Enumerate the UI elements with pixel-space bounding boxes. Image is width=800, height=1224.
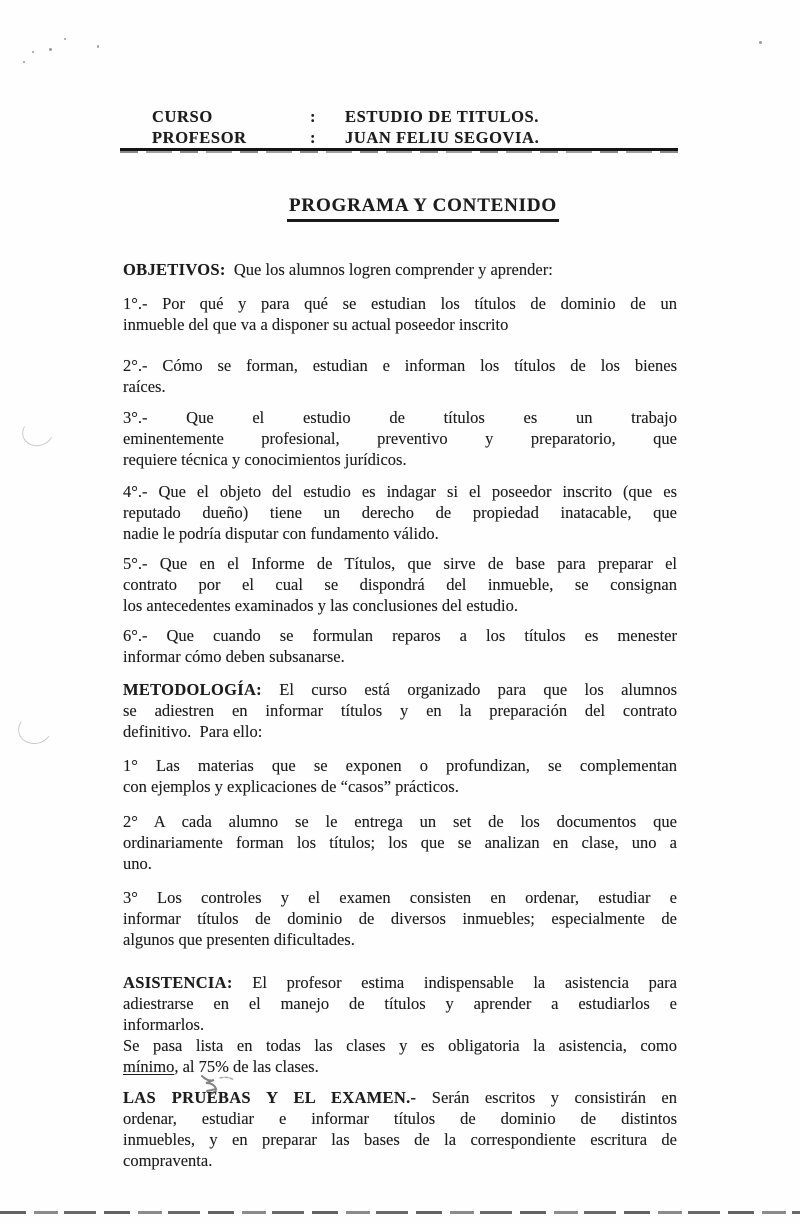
text-line	[123, 811, 677, 832]
text-span: con ejemplos y explicaciones de “casos” prácticos.	[123, 777, 459, 796]
text-span: informarlos.	[123, 1015, 205, 1034]
paragraph	[123, 625, 677, 667]
scan-speckle	[23, 61, 25, 63]
text-line	[123, 1014, 677, 1035]
scan-artifact-arc	[18, 414, 57, 451]
paragraph	[123, 553, 677, 616]
text-span: 1°.- Por qué y para qué se estudian los títulos de dominio de un	[123, 294, 677, 313]
text-line	[123, 993, 677, 1014]
section-heading: LAS PRUEBAS Y EL EXAMEN.-	[123, 1088, 417, 1107]
text-span: 3° Los controles y el examen consisten en ordenar, estudiar e	[123, 888, 677, 907]
text-line	[123, 929, 677, 950]
text-line	[123, 376, 677, 397]
text-line	[123, 293, 677, 314]
text-line	[123, 700, 677, 721]
text-span: los antecedentes examinados y las conclusiones del estudio.	[123, 596, 518, 615]
text-span: Serán escritos y consistirán en	[416, 1088, 677, 1107]
text-span: ordenar, estudiar e informar títulos de dominio de distintos	[123, 1109, 677, 1128]
text-span: mínimo	[123, 1057, 175, 1076]
header-rule-dashes	[120, 151, 678, 153]
text-line	[123, 679, 677, 700]
text-span: , al	[174, 1057, 199, 1076]
paragraph	[123, 755, 677, 797]
text-line	[123, 259, 677, 280]
text-line	[123, 355, 677, 376]
scan-speckle	[97, 45, 99, 48]
text-line	[123, 428, 677, 449]
text-span: informar cómo deben subsanarse.	[123, 647, 345, 666]
text-span: eminentemente profesional, preventivo y preparatorio, que	[123, 429, 677, 448]
text-line	[123, 407, 677, 428]
paragraph	[123, 887, 677, 950]
course-header	[152, 106, 672, 148]
text-line	[123, 481, 677, 502]
page-bottom-rule	[0, 1211, 800, 1214]
text-span: 4°.- Que el objeto del estudio es indagar si el poseedor inscrito (que es	[123, 482, 677, 501]
text-line	[123, 646, 677, 667]
paragraph	[123, 1087, 677, 1171]
paragraph	[123, 293, 677, 335]
text-line	[123, 553, 677, 574]
text-span: Que los alumnos logren comprender y aprender:	[225, 260, 553, 279]
text-span: algunos que presenten dificultades.	[123, 930, 355, 949]
text-span: adiestrarse en el manejo de títulos y aprender a estudiarlos e	[123, 994, 677, 1013]
paragraph	[123, 811, 677, 874]
text-line	[123, 853, 677, 874]
text-span: 1° Las materias que se exponen o profundizan, se complementan	[123, 756, 677, 775]
text-line	[123, 1150, 677, 1171]
text-line	[123, 1129, 677, 1150]
section-heading: METODOLOGÍA:	[123, 680, 262, 699]
text-span: nadie le podría disputar con fundamento válido.	[123, 524, 439, 543]
text-span: El curso está organizado para que los alumnos	[261, 680, 677, 699]
header-label: CURSO	[152, 107, 213, 126]
section-heading: OBJETIVOS:	[123, 260, 226, 279]
paragraph	[123, 259, 677, 280]
handwritten-mark	[196, 1070, 242, 1098]
text-span: raíces.	[123, 377, 166, 396]
text-span: de las clases.	[228, 1057, 319, 1076]
paragraph	[123, 679, 677, 742]
section-heading: ASISTENCIA:	[123, 973, 233, 992]
header-label: PROFESOR	[152, 128, 247, 147]
text-line	[123, 314, 677, 335]
text-span: inmueble del que va a disponer su actual poseedor inscrito	[123, 315, 509, 334]
text-span: 2° A cada alumno se le entrega un set de los documentos que	[123, 812, 677, 831]
paragraph	[123, 972, 677, 1077]
text-line	[123, 908, 677, 929]
text-span: 6°.- Que cuando se formulan reparos a los títulos es menester	[123, 626, 677, 645]
paragraph	[123, 481, 677, 544]
scan-speckle	[49, 48, 52, 51]
text-line	[123, 1035, 677, 1056]
text-line	[123, 887, 677, 908]
header-row	[152, 127, 672, 148]
text-span: 75%	[198, 1057, 229, 1076]
text-span: 3°.- Que el estudio de títulos es un trabajo	[123, 408, 677, 427]
paragraph	[123, 355, 677, 397]
text-span: uno.	[123, 854, 152, 873]
text-line	[123, 972, 677, 993]
text-line	[123, 721, 677, 742]
text-span: compraventa.	[123, 1151, 213, 1170]
header-row	[152, 106, 672, 127]
text-span: reputado dueño) tiene un derecho de propiedad inatacable, que	[123, 503, 677, 522]
header-value: ESTUDIO DE TITULOS.	[345, 107, 540, 126]
text-span: definitivo. Para ello:	[123, 722, 263, 741]
text-line	[123, 502, 677, 523]
header-colon: :	[310, 128, 317, 147]
text-span: ordinariamente forman los títulos; los que se analizan en clase, uno a	[123, 833, 677, 852]
title-wrap	[146, 195, 700, 222]
scan-speckle	[64, 38, 66, 40]
scan-speckle	[32, 51, 34, 53]
text-span: inmuebles, y en preparar las bases de la correspondiente escritura de	[123, 1130, 677, 1149]
document-body	[123, 259, 677, 1171]
header-rule	[120, 148, 678, 153]
text-line	[123, 523, 677, 544]
text-line	[123, 832, 677, 853]
text-span: El profesor estima indispensable la asistencia para	[232, 973, 677, 992]
document-title: PROGRAMA Y CONTENIDO	[287, 195, 559, 222]
text-line	[123, 449, 677, 470]
text-line	[123, 595, 677, 616]
paragraph	[123, 407, 677, 470]
text-line	[123, 776, 677, 797]
scan-speckle	[759, 41, 762, 44]
text-line	[123, 1108, 677, 1129]
text-span: informar títulos de dominio de diversos inmuebles; especialmente de	[123, 909, 677, 928]
text-span: Se pasa lista en todas las clases y es obligatoria la asistencia, como	[123, 1036, 677, 1055]
text-line	[123, 755, 677, 776]
text-span: 2°.- Cómo se forman, estudian e informan los títulos de los bienes	[123, 356, 677, 375]
text-line	[123, 574, 677, 595]
header-value: JUAN FELIU SEGOVIA.	[345, 128, 540, 147]
text-span: requiere técnica y conocimientos jurídicos.	[123, 450, 407, 469]
text-span: se adiestren en informar títulos y en la preparación del contrato	[123, 701, 677, 720]
scan-artifact-arc	[15, 711, 54, 747]
text-line	[123, 625, 677, 646]
text-span: contrato por el cual se dispondrá del inmueble, se consignan	[123, 575, 677, 594]
header-colon: :	[310, 107, 317, 126]
text-span: 5°.- Que en el Informe de Títulos, que sirve de base para preparar el	[123, 554, 677, 573]
